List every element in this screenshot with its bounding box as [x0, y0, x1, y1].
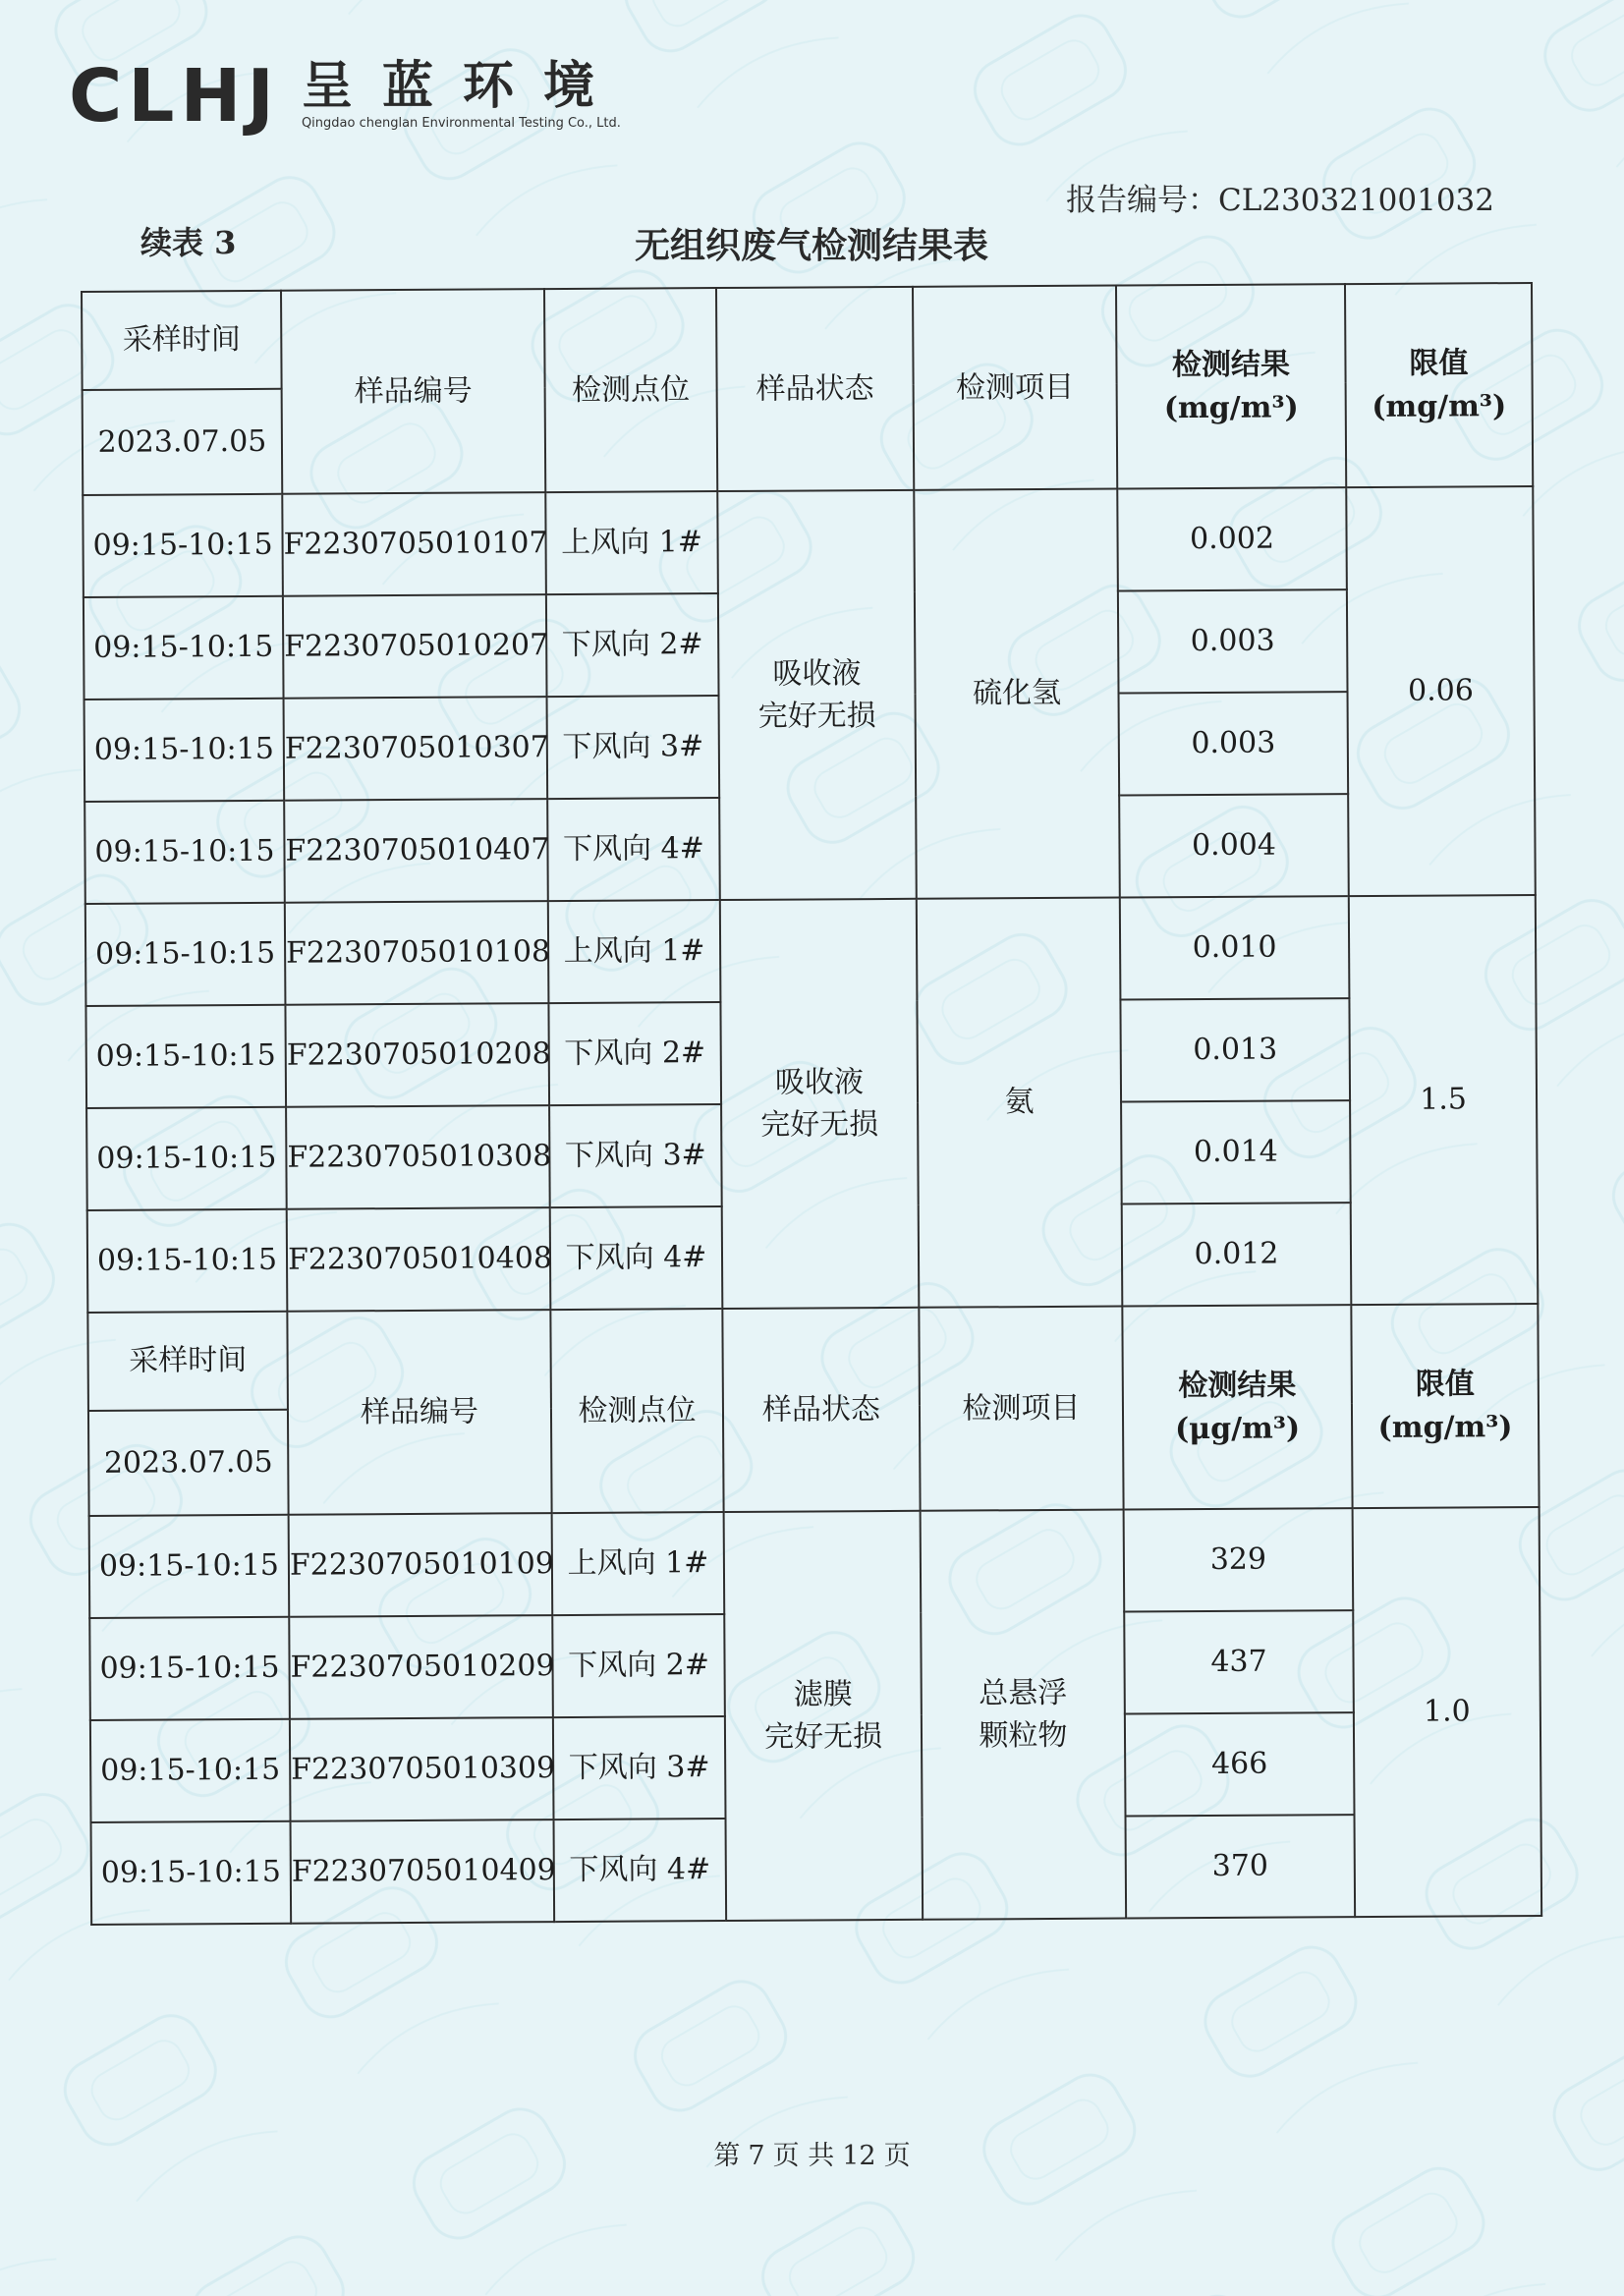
logo-chinese-name: 呈蓝环境: [301, 57, 624, 116]
sample-state-cell-line: 完好无损: [760, 1107, 879, 1143]
sampling-time-cell: 09:15-10:15: [83, 494, 283, 597]
limit-cell: 0.06: [1346, 486, 1536, 896]
result-cell: 0.003: [1118, 589, 1348, 693]
point-cell: 下风向 2#: [552, 1614, 725, 1717]
sampling-time-cell: 09:15-10:15: [90, 1719, 291, 1822]
sampling-date: 2023.07.05: [83, 389, 283, 495]
sampling-time-header: 采样时间: [87, 1312, 288, 1411]
result-cell: 329: [1124, 1508, 1354, 1611]
state-header: 样品状态: [716, 287, 914, 491]
sample-state-cell-line: 吸收液: [772, 655, 862, 692]
test-item-cell: [917, 898, 1123, 1308]
logo-english-name: Qingdao chenglan Environmental Testing Co., Ltd.: [301, 116, 621, 131]
page-suffix: 页: [883, 2141, 911, 2171]
sampling-time-cell: 09:15-10:15: [84, 801, 285, 904]
sample-no-header: 样品编号: [287, 1310, 551, 1515]
result-cell: 0.013: [1120, 998, 1350, 1101]
point-header: 检测点位: [544, 288, 717, 492]
page-total: 12: [842, 2141, 876, 2171]
table-title: 无组织废气检测结果表: [635, 225, 989, 266]
limit-cell: 1.5: [1349, 895, 1539, 1305]
sample-no-cell: F2230705010109: [289, 1513, 553, 1617]
report-number-value: CL230321001032: [1218, 183, 1494, 218]
limit-header-line: (mg/m³): [1372, 388, 1507, 424]
sample-no-cell: F2230705010209: [289, 1615, 553, 1719]
sample-no-cell: F2230705010108: [285, 901, 549, 1005]
header-row: [87, 1304, 1539, 1411]
result-header-line: (mg/m³): [1163, 389, 1299, 425]
sample-state-cell: [724, 1511, 924, 1921]
sampling-date: 2023.07.05: [88, 1410, 289, 1516]
result-header-line: 检测结果: [1171, 347, 1291, 383]
sampling-time-cell: 09:15-10:15: [85, 1005, 286, 1108]
sampling-time-cell: 09:15-10:15: [89, 1515, 290, 1618]
report-number: [1066, 175, 1494, 219]
point-cell: 上风向 1#: [545, 491, 718, 594]
page-mid: 页 共: [772, 2141, 835, 2171]
sample-no-cell: F2230705010207: [283, 594, 547, 699]
sample-no-cell: F2230705010408: [287, 1207, 551, 1312]
logo-mark: CLHJ: [69, 54, 280, 139]
sampling-time-cell: 09:15-10:15: [87, 1209, 288, 1313]
point-cell: 下风向 2#: [546, 593, 719, 697]
test-item-cell: [914, 489, 1120, 899]
result-cell: 466: [1125, 1712, 1355, 1816]
page-current: 7: [748, 2141, 765, 2171]
point-cell: 下风向 4#: [550, 1206, 723, 1310]
test-item-cell-line: 总悬浮: [979, 1675, 1068, 1710]
sampling-time-header: 采样时间: [82, 291, 282, 390]
sampling-time-cell: 09:15-10:15: [89, 1617, 290, 1720]
limit-header-line: 限值: [1409, 346, 1469, 381]
result-header-line: 检测结果: [1178, 1368, 1297, 1404]
sample-no-cell: F2230705010407: [284, 799, 548, 903]
sampling-time-cell: 09:15-10:15: [84, 699, 285, 802]
sampling-time-cell: 09:15-10:15: [85, 903, 286, 1006]
point-cell: 下风向 3#: [553, 1716, 726, 1820]
sample-state-cell-line: 完好无损: [763, 1719, 883, 1755]
sample-state-cell-line: 吸收液: [774, 1064, 865, 1100]
result-cell: 0.002: [1117, 487, 1347, 590]
point-cell: 下风向 4#: [547, 798, 720, 901]
point-cell: 下风向 3#: [547, 696, 720, 799]
point-cell: 下风向 2#: [548, 1002, 721, 1105]
result-header-line: (μg/m³): [1174, 1410, 1301, 1446]
limit-cell: 1.0: [1353, 1507, 1542, 1917]
sample-no-cell: F2230705010208: [285, 1003, 549, 1107]
results-table: [81, 282, 1542, 1926]
company-logo: [69, 54, 624, 139]
result-cell: 0.012: [1122, 1203, 1352, 1306]
limit-header-line: (mg/m³): [1377, 1409, 1513, 1445]
result-header: [1122, 1305, 1352, 1509]
point-cell: 下风向 3#: [549, 1104, 722, 1207]
test-item-cell-line: 氨: [1004, 1085, 1035, 1120]
sample-no-cell: F2230705010107: [282, 492, 546, 596]
limit-header: [1345, 283, 1533, 487]
sample-no-header: 样品编号: [281, 289, 545, 494]
result-cell: 0.010: [1120, 896, 1350, 999]
result-cell: 370: [1126, 1815, 1356, 1918]
sample-no-cell: F2230705010307: [284, 697, 548, 801]
test-item-cell-line: 颗粒物: [979, 1717, 1068, 1754]
point-cell: 上风向 1#: [552, 1512, 725, 1615]
test-item-cell: [921, 1510, 1127, 1920]
table-row: [85, 895, 1537, 1006]
test-item-cell-line: 硫化氢: [972, 676, 1062, 711]
sample-state-cell: [717, 490, 917, 900]
point-cell: 下风向 4#: [554, 1819, 727, 1922]
sample-state-cell: [720, 899, 920, 1309]
table-row: [83, 486, 1534, 597]
item-header: 检测项目: [919, 1307, 1123, 1511]
sampling-time-cell: 09:15-10:15: [86, 1107, 287, 1210]
result-cell: 0.004: [1119, 794, 1349, 897]
point-cell: 上风向 1#: [548, 900, 721, 1003]
result-cell: 437: [1124, 1610, 1354, 1713]
result-cell: 0.003: [1119, 692, 1349, 795]
page-prefix: 第: [713, 2141, 741, 2171]
sample-state-cell-line: 完好无损: [757, 699, 876, 734]
sample-no-cell: F2230705010309: [290, 1717, 554, 1821]
report-number-label: 报告编号：: [1066, 183, 1218, 218]
item-header: 检测项目: [913, 286, 1117, 490]
table-row: [89, 1507, 1540, 1618]
sample-state-cell-line: 滤膜: [793, 1676, 853, 1712]
state-header: 样品状态: [722, 1308, 920, 1512]
continued-table-label: 续表 3: [140, 224, 237, 261]
result-header: [1116, 284, 1346, 488]
sample-no-cell: F2230705010308: [286, 1105, 550, 1209]
limit-header-line: 限值: [1415, 1367, 1475, 1402]
point-header: 检测点位: [550, 1309, 723, 1513]
sampling-time-cell: 09:15-10:15: [84, 596, 284, 700]
header-row: [82, 283, 1533, 390]
sampling-time-cell: 09:15-10:15: [91, 1821, 292, 1925]
page-footer: [0, 2134, 1624, 2172]
limit-header: [1351, 1304, 1539, 1508]
result-cell: 0.014: [1121, 1100, 1351, 1204]
sample-no-cell: F2230705010409: [291, 1820, 555, 1924]
